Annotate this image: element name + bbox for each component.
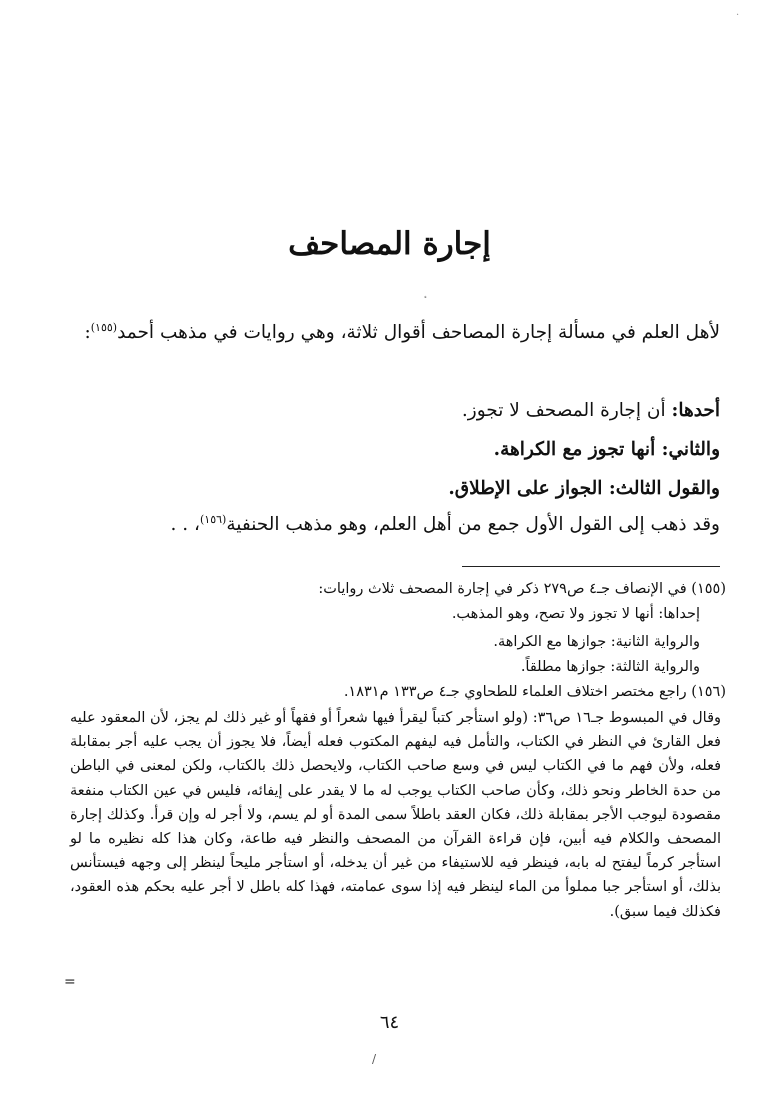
continuation-mark: = [64,974,76,990]
opinion-1-lead: أحدها: [671,400,720,421]
intro-tail: : [84,322,91,343]
intro-paragraph [82,316,720,350]
footnote-ref-155[interactable]: (١٥٥) [90,320,118,334]
footnote-divider [462,566,720,567]
second-paragraph-text: وقد ذهب إلى القول الأول جمع من أهل العلم، وهو مذهب الحنفية [226,514,720,535]
second-paragraph [82,508,720,542]
second-paragraph-tail: ، . . [170,514,200,535]
footnote-ref-156[interactable]: (١٥٦) [200,512,227,526]
footnote-155-item-1: إحداها: أنها لا تجوز ولا تصح، وهو المذهب. [451,606,700,622]
corner-mark: · [736,10,740,21]
opinion-3-text: الجواز على الإطلاق. [448,478,603,499]
footnote-155: (١٥٥) في الإنصاف جـ٤ ص٢٧٩ ذكر في إجارة المصحف ثلاث روايات: [318,581,726,597]
footnote-156-quote: وقال في المبسوط جـ١٦ ص٣٦: (ولو استأجر كتباً ليقرأ فيها شعراً أو فقهاً أو غير ذلك لم يجز، لأن المعقود عليه فعل القارئ في النظر في الكتاب، والتأمل فيه ليفهم المكتوب فعله أيضاً، فلا يجوز أن يجب عليه أجر بمقابلة فعله، ولأن فهم ما في الكتاب ليس في وسع صاحب الكتاب، ولايحصل ذلك بالكتاب، ولكن لمعنى في الباطن من حدة الخاطر ونحو ذلك، وكأن صاحب الكتاب يوجب له ما لا يقدر على إيفائه، فليس في عين الكتاب منفعة مقصودة ليوجب الأجر بمقابلة ذلك، فكان العقد باطلاً سمى المدة أو لم يسم، ولا أجر له وإن قرأ. وكذلك إجارة المصحف والكلام فيه أبين، فإن قراءة القرآن من المصحف والنظر فيه طاعة، وكان هذا كله نظيره ما لو استأجر كرماً ليفتح له بابه، فينظر فيه للاستيفاء من غير أن يدخله، أو استأجر مليحاً لينظر إلى وجهه فيستأنس بذلك، أو استأجر جبا مملوأ من الماء لينظر فيه إذا سوى عمامته، فهذا كله باطل لا أجر عليه بحكم هذه العقود، فكذلك فيما سبق). [70,710,722,920]
opinion-1-text: أن إجارة المصحف لا تجوز. [461,400,666,421]
bottom-slash-mark: / [372,1052,377,1066]
footnote-155-item-3: والرواية الثالثة: جوازها مطلقاً. [520,659,700,675]
opinion-1 [82,394,720,428]
opinion-3-lead: والقول الثالث: [608,478,720,499]
page-title: إجارة المصاحف [288,226,491,262]
intro-text: لأهل العلم في مسألة إجارة المصاحف أقوال ثلاثة، وهي روايات في مذهب أحمد [117,322,720,343]
footnote-156: (١٥٦) راجع مختصر اختلاف العلماء للطحاوي جـ٤ ص١٣٣ م١٨٣١. [343,684,726,700]
footnote-155-item-2: والرواية الثانية: جوازها مع الكراهة. [493,634,700,650]
opinion-2-lead: والثاني: [661,439,720,460]
opinion-2 [82,433,720,467]
page-number: ٦٤ [379,1012,400,1033]
opinion-3 [82,472,720,506]
opinion-2-text: أنها تجوز مع الكراهة. [493,439,656,460]
